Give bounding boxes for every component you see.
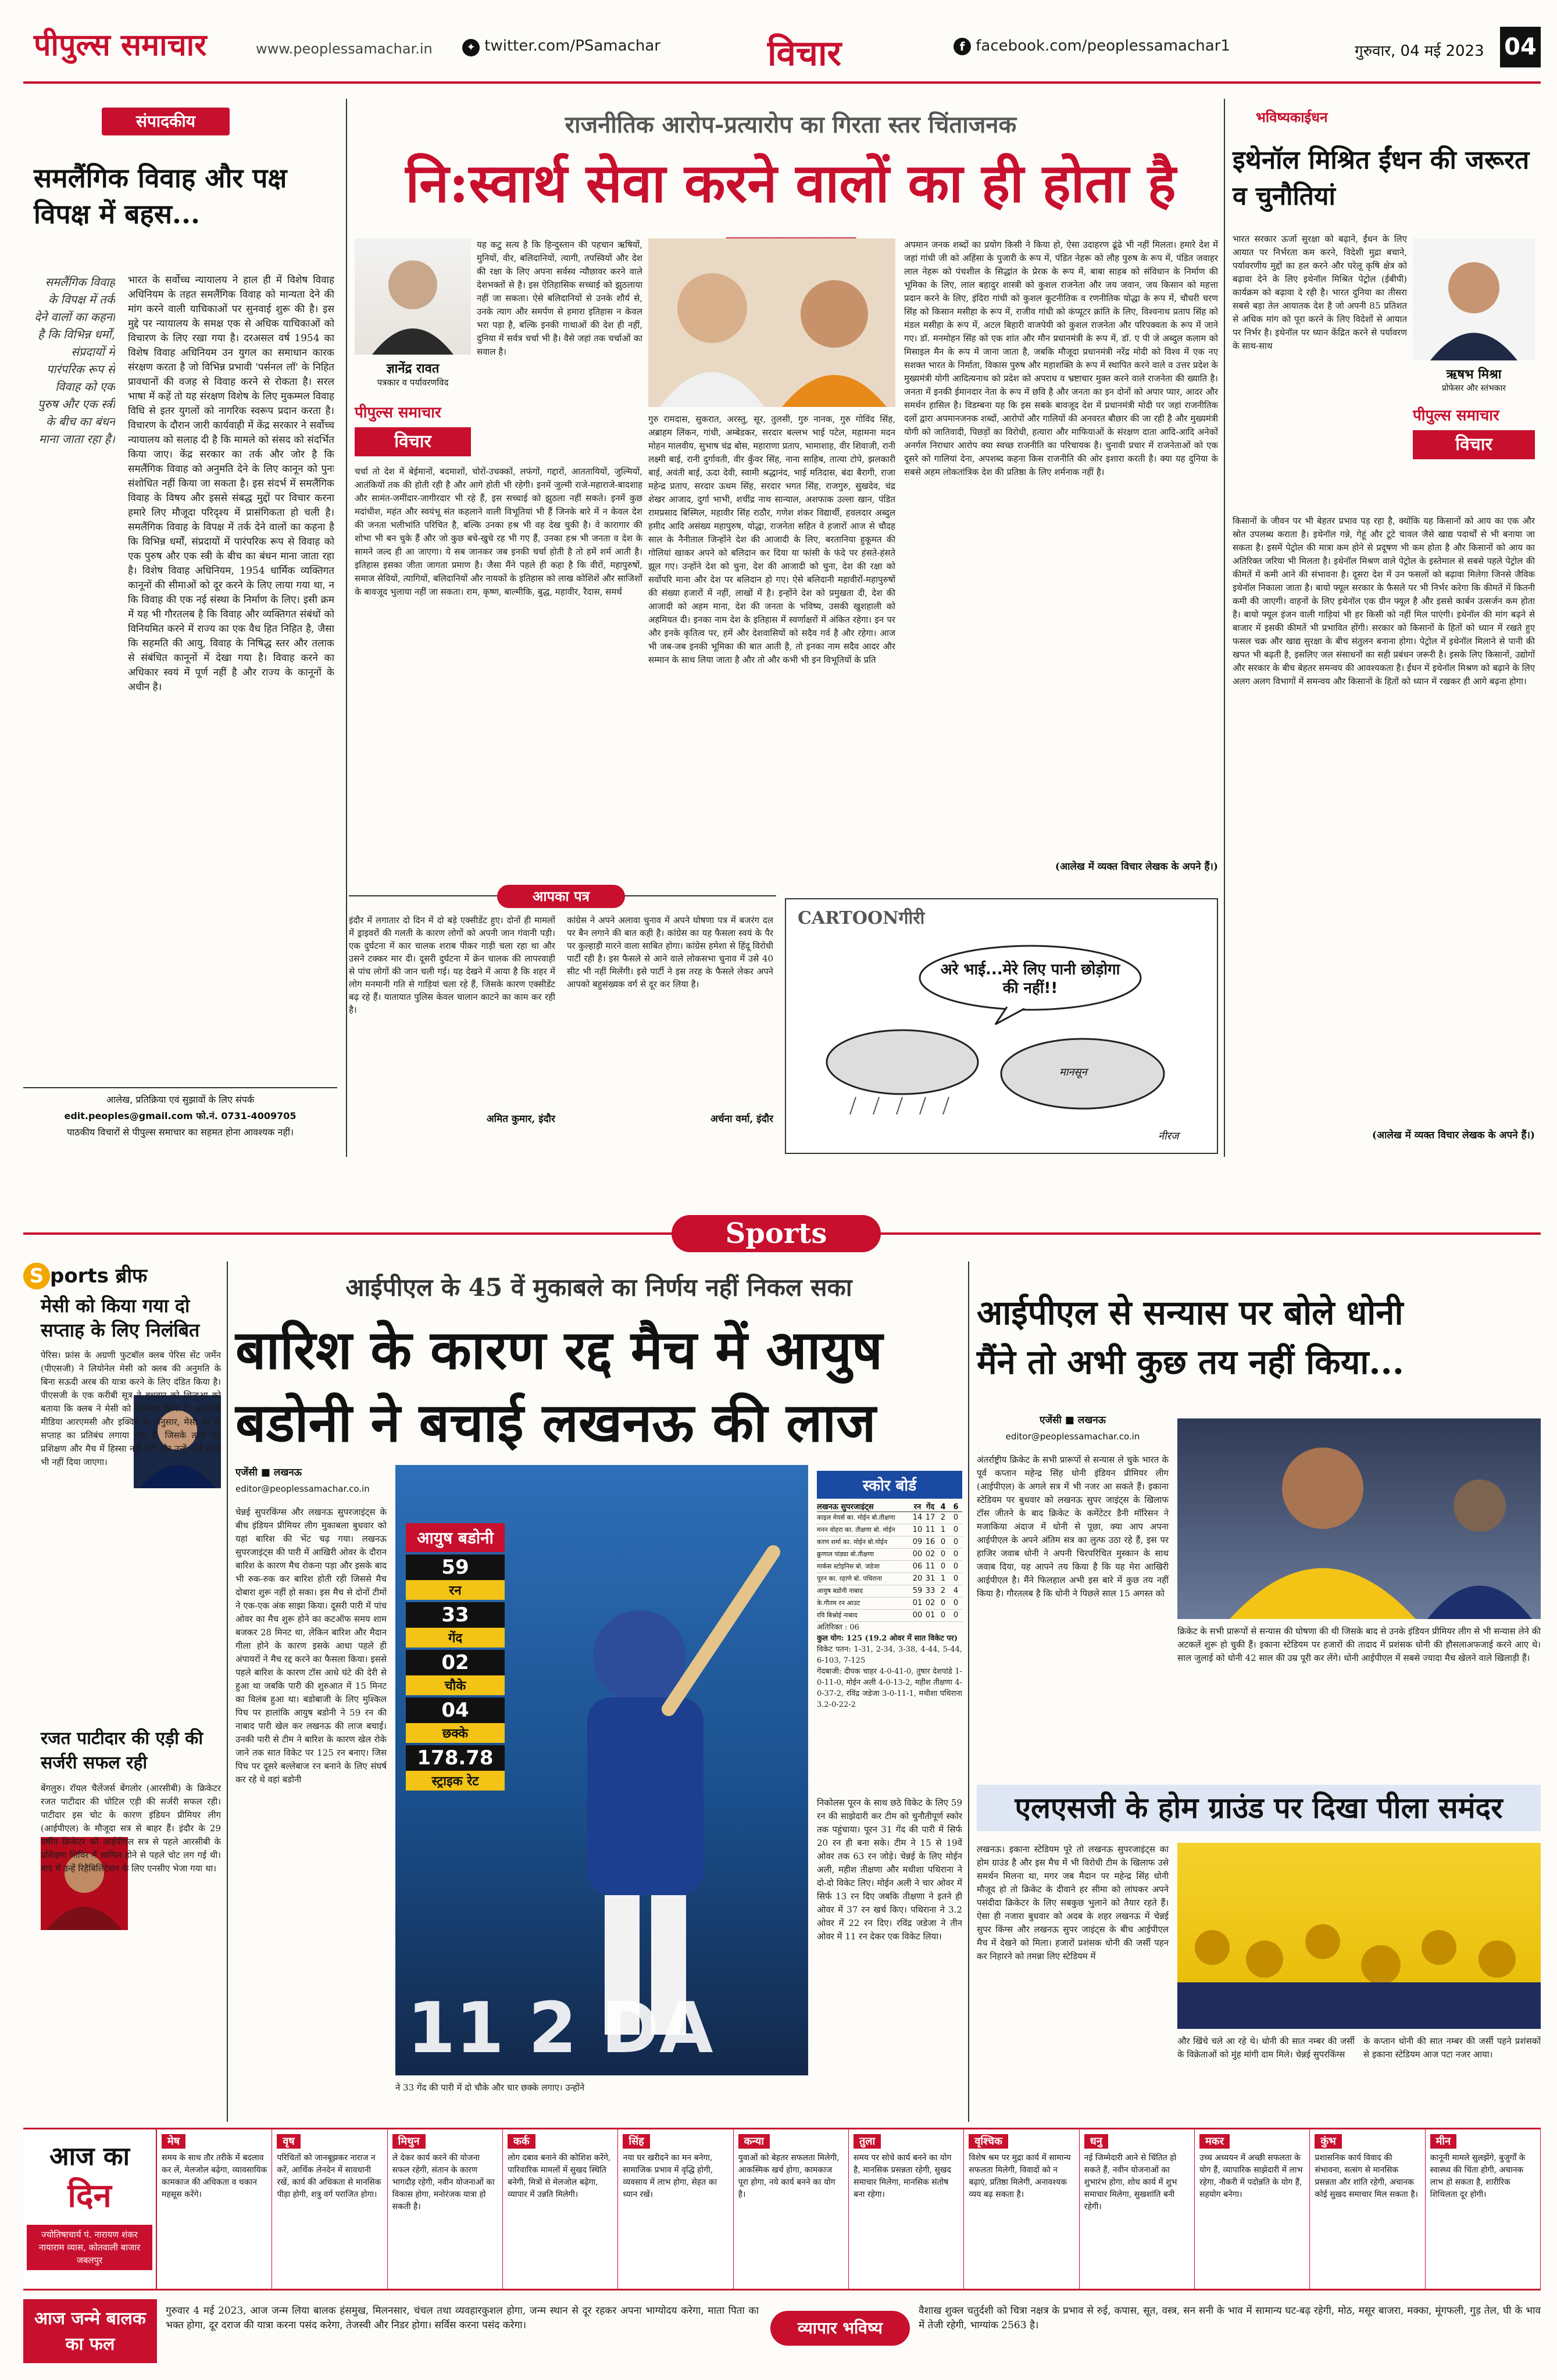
horoscope-sign-text: समय पर सोचे कार्य बनने का योग है, मानसिक प्रसन्नता रहेगी, सुखद समाचार मिलेगा, मानसिक संतोष बना रहेगा। (854, 2153, 952, 2199)
ethanol-paper-logo: पीपुल्स समाचार (1413, 407, 1499, 424)
horoscope-sign-name: मीन (1430, 2134, 1456, 2149)
sports-banner: Sports (672, 1215, 881, 1252)
ethanol-tag: विचार (1413, 430, 1535, 459)
cartoon-box (785, 898, 1218, 1154)
scoreboard-cell: 20 (912, 1574, 923, 1583)
ethanol-note: (आलेख में व्यक्त विचार लेखक के अपने हैं।) (1372, 1130, 1535, 1141)
horoscope-sign-text: नई जिम्मेदारी आने से चिंतित हो सकते हैं, नवीन योजनाओं का शुभारंभ होगा, शोध कार्य में शुभ समाचार मिलेगा, सुखशांति बनी रहेगी। (1084, 2153, 1177, 2211)
lead-col4: अपमान जनक शब्दों का प्रयोग किसी ने किया हो, ऐसा उदाहरण ढूंढे भी नहीं मिलता। हमारे देश में जहां गांधी जी को अहिंसा के पुजारी के रूप में, पंडित नेहरू को लौह पुरुष के रूप में, पंडित जवाहर लाल नेहरू को पंचशील के सिद्धांत के प्रेरक के रूप में, बाबा साहब को संविधान के निर्माण की भूमिका के लिए, लाल बहादुर शास्त्री को कुशल राजनेता और जय जवान, जय किसान को महत्ता प्रदान करने के लिए, इंदिरा गांधी को कुशल कूटनीतिक व रणनीतिक योद्धा के रूप में, चौधरी चरण सिंह को किसान मसीहा के रूप में, राजीव गांधी को कंप्यूटर क्रांति के लिए, विश्वनाथ प्रताप सिंह को मंडल मसीहा के रूप में, अटल बिहारी वाजपेयी को कुशल राजनेता और परिपक्वता के रूप में जाने गए। डॉ. मनमोहन सिंह को एक शांत और मौन प्रधानमंत्री के रूप में, डॉ. ए पी जे अब्दुल कलाम को मिसाइल मैन के रूप में जाना जाता है, जबकि मौजूदा प्रधानमंत्री नरेंद्र मोदी को विश्व में एक नए सशक्त भारत के निर्माता, विकास पुरुष और महाशक्ति के रूप में स्थापित करने वाले व उत्तर प्रदेश के मुख्यमंत्री योगी आदित्यनाथ को प्रदेश को अपराध व भ्रष्टाचार मुक्त करने वाले राजनेता की ख्याति है। जनता में इनकी ईमानदार नेता के रूप में छवि है और जनता का इन दोनों को अपार प्यार, आदर और समर्थन हासिल है। विडम्बना यह कि इस सबके बावजूद देश में प्रधानमंत्री मोदी पर जहां राजनीतिक दलों द्वारा अपमानजनक शब्दों, आरोपों और गालियों की अनवरत बौछार की जा रही है और मुख्यमंत्री योगी को जातिवादी, पिछड़ों का विरोधी, हत्यारा और माफियाओं के संरक्षण दाता आदि-आदि अनेकों अनर्गल निराधार आरोप क्या स्वच्छ राजनीति का परिचायक है। चुनावी प्रचार में राजनेताओं को एक दूसरे को गालियां देना, अपशब्द कहना किस राजनीति की ओर इशारा करती है। क्या यह दुनिया के सबसे अहम लोकतांत्रिक देश की प्रतिष्ठा के लिए शर्मनाक नहीं है। (904, 240, 1218, 477)
horoscope-sign-text: परिचितों को जानबूझकर नाराज न करें, आर्थिक लेनदेन में सावधानी रखें, कार्य की अधिकता से मानसिक पीड़ा होगी, शत्रु वर्ग पराजित होगा। (277, 2153, 381, 2199)
ipl-tail: ने 33 गेंद की पारी में दो चौके और चार छक्के लगाए। उन्होंने (395, 2082, 585, 2093)
scoreboard-batter: के.गौतम रन आउट (817, 1599, 860, 1607)
crowd-caption-1: और खिंचे चले आ रहे थे। धोनी की सात नम्बर की जर्सी के विक्रेताओं को मुंह मांगी दाम मिले। चेन्नई सुपरकिंग्स (1177, 2036, 1355, 2060)
scoreboard-header-cell: 6 (953, 1503, 959, 1511)
scoreboard-header (911, 1501, 962, 1511)
cartoon-title: CARTOONगीरी (798, 908, 925, 928)
scoreboard-row (817, 1585, 962, 1598)
masthead (0, 0, 1557, 78)
horoscope-sign (1080, 2129, 1195, 2289)
scoreboard-row (817, 1561, 962, 1573)
letters-box (349, 888, 776, 1151)
horoscope-sign-name: कुंभ (1315, 2134, 1341, 2149)
scoreboard-batter: आयुष बडोनी नाबाद (817, 1587, 863, 1595)
horoscope-sign (964, 2129, 1079, 2289)
horoscope-sign-text: लोग दबाव बनाने की कोशिश करेंगे, पारिवारिक मामलों में सुखद स्थिति बनेगी, मित्रों से मेलजोल बढ़ेगा, व्यापार में उन्नति मिलेगी। (508, 2153, 611, 2199)
author-name: ज्ञानेंद्र रावत (386, 361, 440, 376)
ethanol-author-role: प्रोफेसर और स्तंभकार (1442, 384, 1506, 393)
scoreboard-header-cell: 4 (940, 1503, 946, 1511)
horoscope-sign (1310, 2129, 1425, 2289)
scoreboard-cell: 2 (940, 1586, 946, 1595)
cartoon-signature: नीरज (1158, 1130, 1179, 1142)
scoreboard-cell: 14 (912, 1513, 923, 1522)
scoreboard-batter: मनन वोहरा का. तीक्षणा बो. मोईन (817, 1526, 895, 1534)
player-stat-label: छक्के (406, 1723, 505, 1743)
dhoni-body: अंतर्राष्ट्रीय क्रिकेट के सभी प्रारूपों से सन्यास ले चुके भारत के पूर्व कप्तान महेन्द्र सिंह धोनी इंडियन प्रीमियर लीग (आईपीएल) के अगले सत्र में भी नजर आ सकते हैं। इकाना स्टेडियम पर बुधवार को लखनऊ सुपर जाइंट्स के खिलाफ टॉस जीतने के बाद क्रिकेट के कमेंटेटर डैनी मॉरिसन ने मजाकिया अंदाज में धोनी से पूछा, क्या आप अपना आईपीएल के अपने अंतिम सत्र का लुत्फ उठा रहे हैं, इस पर हाजिर जवाब धोनी ने अपनी चिरपरिचित मुस्कान के साथ जवाब दिया, यह आपने तय किया है कि यह मेरा आखिरी आईपीएल है। मैंने फिलहाल अभी इस बारे में कुछ तय नहीं किया है। गौरतलब है कि धोनी ने पिछले साल 15 अगस्त को (977, 1455, 1169, 1599)
scoreboard-cell: 0 (940, 1599, 946, 1607)
dhoni-photo (1177, 1418, 1541, 1619)
scoreboard-cell: 01 (912, 1599, 923, 1607)
crowd-photo (1177, 1843, 1541, 2029)
ipl-kicker: आईपीएल के 45 वें मुकाबले का निर्णय नहीं निकल सका (345, 1273, 852, 1302)
market-text: वैशाख शुक्ल चतुर्दशी को चित्रा नक्षत्र के प्रभाव से रुई, कपास, सूत, वस्त्र, सन सनी के भाव में सामान्य घट-बढ़ रहेगी, मोठ, मसूर बाजरा, मक्का, मूंगफली, गुड़ तेल, घी के भाव में तेजी रहेगी, भाग्यांक 2563 है। (919, 2305, 1541, 2331)
horoscope-sign-text: विशेष श्रम पर मुद्रा कार्य में सामान्य सफलता मिलेगी, विवादों को न बढ़ाएं, प्रतिष्ठा मिलेगी, अनावश्यक व्यय बढ़ सकता है। (969, 2153, 1071, 2199)
scoreboard-cell: 1 (940, 1574, 946, 1583)
scoreboard-cell: 06 (912, 1562, 923, 1571)
editorial-pullquote: समलैंगिक विवाह के विपक्ष में तर्क देने वालों का कहना है कि विभिन्न धर्मों, संप्रदायों में पारंपरिक रूप से विवाह को एक पुरुष और एक स्त्री के बीच का बंधन माना जाता रहा है। (34, 275, 115, 446)
twitter-link[interactable]: ✦ twitter.com/PSamachar (462, 37, 660, 56)
scoreboard-cell: 02 (925, 1550, 935, 1559)
scoreboard-cell: 01 (925, 1611, 935, 1620)
horoscope-sign (849, 2129, 964, 2289)
horoscope-strip (23, 2128, 1541, 2290)
dhoni-portrait-icon (1177, 1418, 1541, 1619)
scoreboard-cell: 0 (953, 1562, 959, 1571)
horoscope-sign-text: समय के साथ तौर तरीके में बदलाव कर लें, मेलजोल बढ़ेगा, व्यावसायिक कामकाज की अधिकता व थकान महसूस करेंगे। (162, 2153, 267, 2199)
ipl-byline: एजेंसी ■ लखनऊ (235, 1467, 302, 1478)
scoreboard-total: कुल योग: 125 (19.2 ओवर में सात विकेट पर) (817, 1634, 958, 1643)
leaders-photo (648, 238, 895, 407)
scoreboard-fow: विकेट पतन: 1-31, 2-34, 3-38, 4-44, 5-44, 6-103, 7-125 (817, 1645, 962, 1665)
scoreboard-batter: पूरन का. रहाणे बो. पथिराना (817, 1575, 882, 1582)
dhoni-title-1: आईपीएल से सन्यास पर बोले धोनी (977, 1293, 1404, 1332)
player-stat-panel (406, 1523, 505, 1791)
ipl-col1: चेन्नई सुपरकिंग्स और लखनऊ सुपरजाइंट्स के बीच इंडियन प्रीमियर लीग मुकाबला बुधवार को यहां बारिश की भेंट चढ़ गया। लखनऊ सुपरजाइंट्स की पारी में आखिरी ओवर के दौरान बारिश के कारण मैच रोकना पड़ा और इसके बाद भी रुक-रुक कर बारिश होती रही जिससे मैच दोबारा शुरू नहीं हो सका। इस मैच से दोनों टीमों ने एक-एक अंक साझा किया। दूसरी पारी में पांच ओवर का मैच शुरू होने का कटऑफ समय शाम बजकर 28 मिनट था, लेकिन बारिश और मैदान गीला होने के कारण इसके आधा पहले ही अंपायरों ने मैच रद्द करने का फैसला किया। इससे पहले बारिश के कारण टॉस आधे घंटे की देरी से हुआ था जबकि पारी की शुरुआत में 15 मिनट का विलंब हुआ था। बडोबाजी के लिए मुश्किल पिच पर हालांकि आयुष बडोनी ने 59 रन की नाबाद पारी खेल कर लखनऊ की लाज बचाई। उनकी पारी से टीम ने बारिश के कारण खेल रोके जाने तक सात विकेट पर 125 रन बनाए। जिस पिच पर दूसरे बल्लेबाज रन बनाने के लिए संघर्ष कर रहे थे वहां बडोनी (235, 1507, 387, 1785)
scoreboard-cell: 0 (940, 1538, 946, 1546)
lead-title: नि:स्वार्थ सेवा करने वालों का ही होता है (405, 152, 1176, 215)
scoreboard-cell: 10 (912, 1525, 923, 1534)
dhoni-byline: एजेंसी ■ लखनऊ (1039, 1414, 1106, 1426)
scoreboard-cell: 0 (953, 1599, 959, 1607)
scoreboard-cell: 11 (925, 1562, 935, 1571)
dhoni-body-2: क्रिकेट के सभी प्रारूपों से सन्यास की घोषणा की थी जिसके बाद से उनके इंडियन प्रीमियर लीग से भी सन्यास लेने की अटकलें शुरू हो चुकी हैं। इकाना स्टेडियम पर हजारों की तादाद में प्रशंसक धोनी की हौसलाअफजाई करने आए थे। साल जुलाई को धोनी 42 साल की उम्र पूरी कर लेंगे। धोनी आईपीएल में सबसे ज्यादा मैच खेलने वाले खिलाड़ी हैं। (1177, 1626, 1541, 1663)
lead-col3: गुरु रामदास, सुकरात, अरस्तु, सूर, तुलसी, गुरु नानक, गुरु गोविंद सिंह, अब्राहम लिंकन, गांधी, अम्बेडकर, सरदार बल्लभ भाई पटेल, महामना मदन मोहन मालवीय, सुभाष चंद्र बोस, महाराणा प्रताप, भामाशाह, वीर शिवाजी, रानी लक्ष्मी बाई, रानी दुर्गावती, वीर कुँवर सिंह, नाना साहिब, तात्या टोपे, झलकारी बाई, अवंती बाई, ऊदा देवी, स्वामी श्रद्धानंद, भाई मतिदास, बंदा बैरागी, राजा महेन्द्र प्रताप, सरदार ऊधम सिंह, सरदार भगत सिंह, राजगुरु, सुखदेव, चंद्र शेखर आजाद, दुर्गा भाभी, शचींद्र नाथ सान्याल, अशफाक उल्ला खान, पंडित रामप्रसाद बिस्मिल, महावीर सिंह राठौर, गणेश शंकर विद्यार्थी, हवलदार अब्दुल हमीद आदि असंख्य महापुरुष, योद्धा, राजनेता सहित वे हजारों आज से चौदह साल के नैनीताल जिन्होंने देश की आजादी के लिए, बरतानिया हुकूमत की गोलियां खाकर अपने को बलिदान कर दिया या फांसी के फंदे पर हंसते-हंसते झूल गए। उन्होंने देश को चुना, देश की आजादी को चुना, देश की रक्षा को सर्वोपरि माना और देश पर बलिदान हो गए। ऐसे बलिदानी महावीरों-महापुरुषों की संख्या हजारों में नहीं, लाखों में है। इन्होंने देश को प्रमुखता दी, देश की आजादी को अहम माना, देश की जनता के भविष्य, उसकी खुशहाली को अहमियत दी। इनका नाम देश के इतिहास में स्वर्णाक्षरों में अंकित रहेगा। इन पर और इनके कृतित्व पर, हमें और देशवासियों को सदैव गर्व है और रहेगा। आज भी जब-जब इनकी भूमिका की बात आती है, तो इनका नाम सदैव आदर और सम्मान के साथ लिया जाता है और तो और कभी भी इन विभूतियों के प्रति (648, 414, 895, 665)
ethanol-title: इथेनॉल मिश्रित ईंधन की जरूरत व चुनौतियां (1233, 145, 1530, 211)
scoreboard-cell: 09 (912, 1538, 923, 1546)
crowd-icon (1177, 1843, 1541, 2029)
scoreboard-batter: क्रुणाल पांड्या बो.तीक्षणा (817, 1550, 874, 1558)
letter-2: कांग्रेस ने अपने अलावा चुनाव में अपने घोषणा पत्र में बजरंग दल पर बैन लगाने की बात कही है। कांग्रेस का यह फैसला स्वयं के पैर पर कुल्हाड़ी मारने वाला साबित होगा। कांग्रेस हमेशा से हिंदू विरोधी पार्टी रही है। इस फैसले से आने वाले लोकसभा चुनाव में उसे 40 सीट भी नहीं मिलेंगी। इसे पार्टी ने इस तरह के फैसले लेकर अपने आपको बहुसंख्यक वर्ग से दूर कर लिया है। (567, 915, 773, 989)
scoreboard-cell: 0 (940, 1611, 946, 1620)
cartoon-cloud-label: मानसून (1059, 1066, 1087, 1078)
player-stat-value: 33 (406, 1602, 505, 1628)
scoreboard-batter: करण शर्मा का. मोईन बो.मोईन (817, 1538, 888, 1546)
twitter-icon: ✦ (462, 39, 480, 56)
horoscope-sign-text: प्रशासनिक कार्य विवाद की संभावना, सत्संग से मानसिक प्रसन्नता और शांति रहेगी, अचानक कोई सुखद समाचार मिल सकता है। (1315, 2153, 1418, 2199)
horoscope-sign (272, 2129, 387, 2289)
scoreboard-bowling: गेंदबाजी: दीपक चाहर 4-0-41-0, तुषार देशपांडे 1-0-11-0, मोईन अली 4-0-13-2, महीश तीक्षणा 4-0-37-2, रविंद्र जडेजा 3-0-11-1, मथीशा पथिराना 3.2-0-22-2 (817, 1667, 962, 1709)
letter-1-signature: अमित कुमार, इंदौर (486, 1113, 555, 1125)
masthead-logo: पीपुल्स समाचार (34, 27, 207, 63)
dhoni-email[interactable]: editor@peoplessamachar.co.in (1005, 1431, 1140, 1442)
player-stat-value: 04 (406, 1698, 505, 1723)
ethanol-author-name: ऋषभ मिश्रा (1446, 367, 1502, 382)
date: गुरुवार, 04 मई 2023 (1355, 42, 1484, 60)
horoscope-sign (388, 2129, 503, 2289)
scoreboard (817, 1471, 962, 1791)
scoreboard-batter: मार्कस स्टोइनिस बो. जडेजा (817, 1563, 880, 1570)
player-stat-label: गेंद (406, 1628, 505, 1648)
scoreboard-row (817, 1549, 962, 1561)
lead-col2: चर्चा तो देश में बेईमानों, बदमाशों, चोरों-उचक्कों, लफंगों, गद्दारों, आततायियों, जुल्मियों, आतंकियों तक की होती रही है और आगे होती भी रहेगी। इनमें जुल्मी राजे-महाराजे-बादशाह और सामंत-जमींदार-जागीरदार भी रहे हैं, इस सच्चाई को झुठला नहीं सकते। इनमें कुछ मदांधीश, महंत और स्वयंभू संत कहलाने वाली विभूतियां भी हैं जिनके बारे में न केवल देश की जनता भलीभांति परिचित है, बल्कि उनका हश्र भी वह देख चुकी है। वे कारागार की शोभा भी बन चुके हैं और जो कुछ बचे-खुचे रह भी गए हैं, उनका हश्र भी जनता व देश के सामने जल्द ही आ जाएगा। ये सब जानकर जब इनकी चर्चा होती है तो हमें शर्म आती है। इतिहास इसका जीता जागता प्रमाण है। जैसा मैंने पहले ही कहा है कि वीरों, महापुरुषों, समाज सेवियों, त्यागियों, बलिदानियों और नायकों के इतिहास को लाख कोशिशें और साजिशों के बावजूद भुलाया नहीं जा सकता। राम, कृष्ण, बाल्मीकि, बुद्ध, महावीर, रैदास, समर्थ (355, 466, 642, 597)
scoreboard-row (817, 1610, 962, 1622)
scoreboard-cell: 0 (953, 1525, 959, 1534)
scoreboard-cell: 17 (925, 1513, 935, 1522)
letters-title: आपका पत्र (497, 885, 625, 908)
scoreboard-batter: काइल मेयर्स का. मोईन बो.तीक्षणा (817, 1514, 895, 1521)
ethanol-body: किसानों के जीवन पर भी बेहतर प्रभाव पड़ रहा है, क्योंकि यह किसानों को आय का एक और स्रोत उपलब्ध कराता है। इथेनॉल गन्ने, गेहूं और टूटे चावल जैसे खाद्य पदार्थों से भी बनाया जा सकता है। इसमें पेट्रोल की मात्रा कम होने से प्रदूषण भी कम होता है और किसानों को आय का अतिरिक्त जरिया भी मिलता है। इथेनॉल मिश्रण वाले पेट्रोल के इस्तेमाल से सबसे पहले पेट्रोल की कीमतें में कमी आने की संभावना है। दूसरा देश में उन फसलों को बढ़ावा मिलेगा जिनसे जैविक इथेनॉल निकाला जाता है। बायो फ्यूल सरकार के फैसले पर भी निर्भर करेगा कि कीमतें में कितनी कमी की जाएगी। वाहनों के लिए इथेनॉल एक ग्रीन फ्यूल है और इससे कार्बन उत्सर्जन कम होता है। बायो फ्यूल इंजन वाली गाड़ियां भी हर किसी को नहीं मिल पाएंगी। इथेनॉल की मांग बढ़ने से बाजार में इसकी कीमतें भी प्रभावित होंगी। सरकार को किसानों के हितों को ध्यान में रखते हुए फसल चक्र और खाद्य सुरक्षा के बीच संतुलन बनाना होगा। पेट्रोल में इथेनॉल मिलाने से पानी की खपत भी बढ़ती है, इसलिए जल संसाधनों का सही प्रबंधन जरूरी है। इसके लिए किसानों, उद्योगों और सरकार के बीच बेहतर समन्वय की आवश्यकता है। ईंधन में इथेनॉल मिश्रण को बढ़ाने के लिए अलग अलग विभागों में समन्वय और किसानों के हितों को ध्यान में रखकर ही आगे बढ़ना होगा। (1233, 516, 1535, 687)
player-label: आयुष बडोनी (406, 1523, 505, 1552)
scoreboard-header-cell: गेंद (926, 1503, 935, 1511)
lead-kicker: राजनीतिक आरोप-प्रत्यारोप का गिरता स्तर चिंताजनक (565, 111, 1017, 138)
horoscope-sign-text: ले देकर कार्य करने की योजना सफल रहेगी, संतान के कारण भागदौड़ रहेगी, नवीन योजनाओं का विकास होगा, मनोरंजक यात्रा हो सकती है। (392, 2153, 495, 2211)
lead-col1: यह कटु सत्य है कि हिन्दुस्तान की पहचान ऋषियों, मुनियों, वीर, बलिदानियों, त्यागी, तपस्वियों और देश की रक्षा के लिए अपना सर्वस्व न्यौछावर करने वाले देशभक्तों से है। इस ऐतिहासिक सच्चाई को झुठलाया नहीं जा सकता। ऐसे बलिदानियों से उनके शौर्य से, उनके त्याग और समर्पण से हमारा इतिहास न केवल भरा पड़ा है, बल्कि इनकी गाथाओं की देश ही नहीं, दुनिया में सर्वत्र चर्चा भी है। वैसे जहां तक चर्चाओं का सवाल है। (477, 240, 642, 357)
horoscope-sign-name: सिंह (623, 2134, 649, 2149)
player-stat-label: रन (406, 1580, 505, 1600)
horoscope-sign-text: कानूनी मामले सुलझेंगे, बुजुर्गों के स्वास्थ्य की चिंता होगी, अचानक लाभ हो सकता है, शारीरिक शिथिलता दूर होगी। (1430, 2153, 1526, 2199)
horoscope-sign (1426, 2129, 1541, 2289)
born-label: आज जन्मे बालक का फल (23, 2299, 157, 2363)
horoscope-sign-name: मकर (1199, 2134, 1230, 2149)
leaders-portrait-icon (648, 238, 895, 407)
scoreboard-cell: 1 (940, 1525, 946, 1534)
scoreboard-batter: रवि बिश्नोई नाबाद (817, 1611, 858, 1619)
scoreboard-cell: 31 (925, 1574, 935, 1583)
horoscope-sign (157, 2129, 272, 2289)
scoreboard-cell: 0 (953, 1538, 959, 1546)
horoscope-sign-name: धनु (1084, 2134, 1108, 2149)
born-text: गुरुवार 4 मई 2023, आज जन्म लिया बालक हंसमुख, मिलनसार, चंचल तथा व्यवहारकुशल होगा, जन्म स्थान से दूर रहकर अपना भाग्योदय करेगा, माता पिता का भक्त होगा, दूर दराज की यात्रा करना पसंद करेगा, तेजस्वी और निडर होगा। सर्विस करना पसंद करेगा। (166, 2305, 759, 2331)
facebook-link[interactable]: f facebook.com/peoplessamachar1 (954, 37, 1230, 55)
ethanol-author-portrait-icon (1413, 238, 1535, 360)
letter-1: इंदौर में लगातार दो दिन में दो बड़े एक्सीडेंट हुए। दोनों ही मामलों में ड्राइवरों की गलती के कारण लोगों को अपनी जान गंवानी पड़ी। एक दुर्घटना में कार चालक शराब पीकर गाड़ी चला रहा था और उसने टक्कर मार दी। दूसरी दुर्घटना में क्रेन चालक की लापरवाही से पांच लोगों की जान चली गई। यह देखने में आया है कि शहर में लोग मनमानी गति से गाड़ियां चला रहे हैं, जिसके कारण एक्सीडेंट बढ़ रहे हैं। यातायात पुलिस केवल चालान काटने का काम कर रही है। (349, 915, 555, 1015)
scoreboard-cell: 00 (912, 1550, 923, 1559)
scoreboard-cell: 0 (953, 1513, 959, 1522)
horoscope-sign-name: कर्क (508, 2134, 535, 2149)
scoreboard-cell: 02 (925, 1599, 935, 1607)
website-link[interactable]: www.peoplessamachar.in (256, 41, 433, 57)
horoscope-sign-name: कन्या (738, 2134, 770, 2149)
messi-title: मेसी को किया गया दो सप्ताह के लिए निलंबित (41, 1295, 200, 1341)
rajat-title: रजत पाटीदार की एड़ी की सर्जरी सफल रही (41, 1728, 203, 1773)
scoreboard-cell: 0 (940, 1562, 946, 1571)
badoni-photo (395, 1465, 808, 2075)
cartoon-speech: अरे भाई...मेरे लिए पानी छोड़ोगा की नहीं!! (940, 961, 1120, 997)
ethanol-intro: भारत सरकार ऊर्जा सुरक्षा को बढ़ाने, ईंधन के लिए आयात पर निर्भरता कम करने, विदेशी मुद्रा बचाने, पर्यावरणीय मुद्दों का हल करने और घरेलू कृषि क्षेत्र को बढ़ावा देने के लिए इथेनॉल मिश्रित पेट्रोल (ईबीपी) कार्यक्रम को बढ़ावा दे रही है। भारत दुनिया का तीसरा सबसे बड़ा तेल आयातक देश है जो अपनी 85 प्रतिशत से अधिक मांग को पूरा करने के लिए विदेशों से आयात पर निर्भर है। इथेनॉल पर ध्यान केंद्रित करने से पर्यावरण के साथ-साथ (1233, 234, 1407, 351)
horoscope-sign-text: उच्च अध्ययन में अच्छी सफलता के योग हैं, व्यापारिक साझेदारी में लाभ रहेगा, नौकरी में पदोन्नति के योग हैं, सहयोग बनेगा। (1199, 2153, 1303, 2199)
ipl-col2: निकोलस पूरन के साथ छठे विकेट के लिए 59 रन की साझेदारी कर टीम को चुनौतीपूर्ण स्कोर तक पहुंचाया। पूरन 31 गेंद की पारी में सिर्फ 20 रन ही बना सके। टीम ने 15 से 19वें ओवर तक 63 रन जोड़े। चेन्नई के लिए मोईन अली, महीश तीक्षणा और मथीशा पथिराना ने दो-दो विकेट लिए। मोईन अली ने चार ओवर में सिर्फ 13 रन दिए जबकि तीक्षणा ने इतने ही ओवर में 37 रन खर्च किए। पथिराना ने 3.2 ओवर में 22 रन दिए। रविंद्र जडेजा ने तीन ओवर में 11 रन देकर एक विकेट लिया। (817, 1797, 962, 1942)
author-portrait-icon (355, 238, 471, 355)
player-stat-label: स्ट्राइक रेट (406, 1771, 505, 1791)
letter-2-signature: अर्चना वर्मा, इंदौर (710, 1113, 773, 1125)
ipl-title: बारिश के कारण रद्द मैच में आयुष बडोनी ने बचाई लखनऊ की लाज (235, 1318, 883, 1454)
scoreboard-cell: 33 (925, 1586, 935, 1595)
yellow-sea-heading: एलएसजी के होम ग्राउंड पर दिखा पीला समंदर (977, 1785, 1541, 1831)
scoreboard-extras: अतिरिक्त : 06 (817, 1623, 859, 1632)
player-stat-value: 02 (406, 1650, 505, 1675)
editorial-label: संपादकीय (102, 108, 230, 135)
scoreboard-cell: 0 (953, 1550, 959, 1559)
lead-paper-logo: पीपुल्स समाचार (355, 404, 441, 421)
scoreboard-cell: 4 (953, 1586, 959, 1595)
dhoni-title-2: मैंने तो अभी कुछ तय नहीं किया... (977, 1342, 1404, 1382)
ipl-email[interactable]: editor@peoplessamachar.co.in (235, 1484, 370, 1494)
rajat-body: बेंगलुरु। रॉयल चैलेंजर्स बेंगलोर (आरसीबी) के क्रिकेटर रजत पाटीदार की चोटिल एड़ी की सर्जरी सफल रही। पाटीदार इस चोट के कारण इंडियन प्रीमियर लीग (आईपीएल) के मौजूदा सत्र से बाहर हैं। इंदौर के 29 वर्षीय क्रिकेटर को आईपीएल सत्र से पहले आरसीबी के प्रशिक्षण शिविर में शामिल होने से पहले चोट लग गई थी। बाद में उन्हें रिहैबिलिटेशन के लिए एनसीए भेजा गया था। (41, 1783, 221, 1874)
horoscope-sign-name: मेष (162, 2134, 185, 2149)
ethanol-label: भविष्यकाईधन (1256, 109, 1328, 126)
section-title: विचार (767, 33, 842, 74)
sports-brief-label: S ports ब्रीफ (23, 1262, 147, 1289)
author-role: पत्रकार व पर्यावरणविद (377, 377, 449, 388)
astrologer: ज्योतिषाचार्य पं. नारायण शंकर नायाराम व्यास, कोतवाली बाजार जबलपुर (27, 2225, 152, 2270)
ethanol-author-photo (1413, 238, 1535, 360)
born-row (23, 2299, 1541, 2363)
horoscope-sign-text: नया घर खरीदने का मन बनेगा, सामाजिक प्रभाव में वृद्धि होगी, व्यवसाय में लाभ होगा, सेहत का ध्यान रखें। (623, 2153, 717, 2199)
horoscope-sign (503, 2129, 618, 2289)
yellow-sea-body: लखनऊ। इकाना स्टेडियम पूरे तो लखनऊ सुपरजाइंट्स का होम ग्राउंड है और इस मैच में भी विरोधी टीम के खिलाफ उसे समर्थन मिलना था, मगर जब मैदान पर महेन्द्र सिंह धोनी मौजूद हो तो क्रिकेट के दीवाने हर सीमा को लांघकर अपने पसंदीदा क्रिकेटर के लिए सबकुछ भुलाने को तैयार रहते हैं। ऐसा ही नजारा बुधवार को अदब के शहर लखनऊ में चेन्नई सुपर किंग्स और लखनऊ सुपर जाइंट्स के बीच आईपीएल मैच में देखने को मिला। हजारों प्रशंसक धोनी की जर्सी पहन कर निहारने को तमन्ना लिए स्टेडियम में (977, 1844, 1169, 1961)
horoscope-sign-name: वृष (277, 2134, 300, 2149)
scoreboard-row (817, 1512, 962, 1524)
sports-s-icon: S (23, 1263, 50, 1289)
editorial-footer: आलेख, प्रतिक्रिया एवं सुझावों के लिए संपर्क edit.peoples@gmail.com फो.नं. 0731-4009705 पाठकीय विचारों से पीपुल्स समाचार का सहमत होना आवश्यक नहीं। (23, 1087, 337, 1154)
page-number: 04 (1500, 27, 1541, 67)
crowd-caption-2: के कप्तान धोनी की सात नम्बर की जर्सी पहने प्रशंसकों से इकाना स्टेडियम आज पटा नजर आया। (1363, 2036, 1541, 2060)
scoreboard-cell: 59 (912, 1586, 923, 1595)
scoreboard-team: लखनऊ सुपरजाइंट्स (817, 1503, 874, 1511)
facebook-icon: f (954, 38, 971, 55)
scoreboard-cell: 0 (940, 1550, 946, 1559)
player-stat-label: चौके (406, 1675, 505, 1695)
lead-note: (आलेख में व्यक्त विचार लेखक के अपने हैं।) (1055, 861, 1218, 873)
scoreboard-row (817, 1524, 962, 1536)
scoreboard-title: स्कोर बोर्ड (817, 1471, 962, 1499)
scoreboard-row (817, 1573, 962, 1585)
horoscope-sign-name: मिथुन (392, 2134, 426, 2149)
scoreboard-cell: 16 (925, 1538, 935, 1546)
scoreboard-header-cell: रन (913, 1503, 922, 1511)
author-photo (355, 238, 471, 355)
editorial-body: भारत के सर्वोच्च न्यायालय ने हाल ही में विशेष विवाह अधिनियम के तहत समलैंगिक विवाह को मान्यता देने की मांग करने वाली याचिकाओं पर सुनवाई शुरू की है। इस मुद्दे पर न्यायालय के समक्ष एक से अधिक याचिकाओं को विचारण के लिए रखा गया है। दरअसल वर्ष 1954 का विशेष विवाह अधिनियम उन युगल का समाधान कारक संरक्षण करता है जो विभिन्न प्रभावी 'पर्सनल लॉ' के निहित प्रावधानों की वजह से विवाह करने से रोकता है। सरल भाषा में कहें तो यह संरक्षण विशेष के लिए मुकम्मल विवाह विधि से इतर युगलों को नागरिक स्वरूप प्रदान करता है। विचारण के दौरान जारी कार्यवाही में केंद्र सरकार ने सर्वोच्च न्यायालय को सलाह दी है कि मामले को संसद को संदर्भित किया जाए। केंद्र सरकार का तर्क और जोर है कि समलैंगिक विवाह को अनुमति देने के लिए कानून को पुनः संशोधित नहीं किया जा सकता है। इस संदर्भ में समलैंगिक विवाह के विषय और इससे संबद्ध मुद्दों पर विचार करना हमारे लिए मौजूदा परिदृश्य में प्रासंगिकता हो चली है। समलैंगिक विवाह के विपक्ष में तर्क देने वालों का कहना है कि विभिन्न धर्मों, संप्रदायों में पारंपरिक रूप से विवाह को एक पुरुष और एक स्त्री के बीच का बंधन माना जाता रहा है। विशेष विवाह अधिनियम, 1954 धार्मिक व्यक्तिगत कानूनों की सीमाओं को दूर करने के लिए लाया गया था, न कि विवाह की एक नई संस्था के निर्माण के लिए। इसी क्रम में यह भी गौरतलब है कि विवाह और व्यक्तिगत संबंधों को विनियमित करने में राज्य का एक वैध हित निहित है, जैसा कि सहमति की आयु, विवाह के निषिद्ध स्तर और तलाक से संबंधित कानूनों में देखा गया है। विवाह करने का अधिकार स्वयं में पूर्ण नहीं है और राज्य के कानूनों के अधीन है। (128, 274, 334, 693)
horoscope-sign-name: तुला (854, 2134, 881, 2149)
scoreboard-cell: 00 (912, 1611, 923, 1620)
scoreboard-row (817, 1536, 962, 1549)
player-stat-value: 178.78 (406, 1745, 505, 1771)
horoscope-sign (734, 2129, 849, 2289)
cartoon-drawing (786, 899, 1219, 1155)
horoscope-header: आज का दिन ज्योतिषाचार्य पं. नारायण शंकर नायाराम व्यास, कोतवाली बाजार जबलपुर (23, 2129, 157, 2289)
scoreboard-row (817, 1598, 962, 1610)
editorial-title: समलैंगिक विवाह और पक्ष विपक्ष में बहस... (34, 162, 287, 230)
market-label: व्यापार भविष्य (770, 2311, 910, 2346)
player-stat-value: 59 (406, 1554, 505, 1580)
scoreboard-cell: 2 (940, 1513, 946, 1522)
horoscope-sign-text: युवाओं को बेहतर सफलता मिलेगी, आकस्मिक खर्च होगा, कामकाज पूरा होगा, नये कार्य बनने का योग है। (738, 2153, 840, 2199)
horoscope-sign (618, 2129, 733, 2289)
scoreboard-cell: 11 (925, 1525, 935, 1534)
messi-body: पेरिस। फ्रांस के अग्रणी फुटबॉल क्लब पेरिस सेंट जर्मेन (पीएसजी) ने लियोनेल मेसी को क्लब की अनुमति के बिना सऊदी अरब की यात्रा करने के लिए दंडित किया है। पीएसजी के एक करीबी सूत्र ने बुधवार को शिन्हुआ को बताया कि क्लब ने मेसी को निलंबित किया है। फ्रांसीसी मीडिया आरएमसी और इक्विप के अनुसार, मेसी पर दो सप्ताह का प्रतिबंध लगाया गया है, जिसके तहत वह प्रशिक्षण और मैच में हिस्सा नहीं लेंगे और उन्हें कोई वेतन भी नहीं दिया जाएगा। (41, 1350, 221, 1467)
horoscope-sign (1195, 2129, 1310, 2289)
horoscope-sign-name: वृश्चिक (969, 2134, 1008, 2149)
scoreboard-cell: 0 (953, 1611, 959, 1620)
scoreboard-cell: 0 (953, 1574, 959, 1583)
lead-tag: विचार (355, 427, 471, 456)
svg-text:11 2 DA: 11 2 DA (407, 1988, 713, 2069)
